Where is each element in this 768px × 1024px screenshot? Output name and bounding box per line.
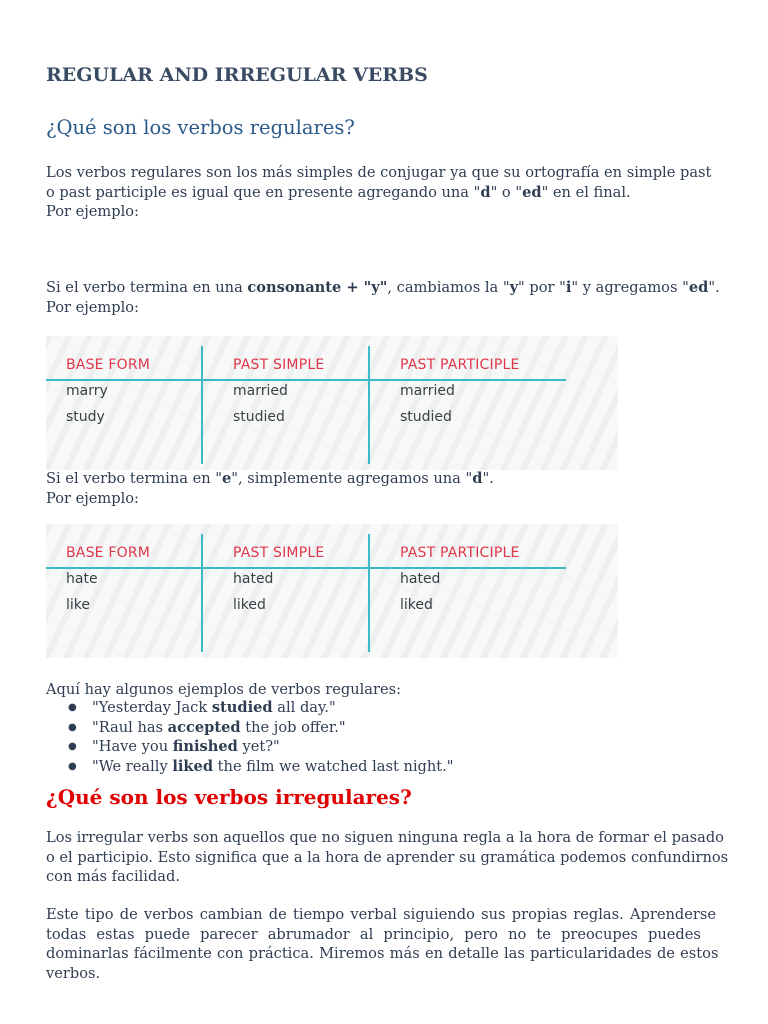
irregular-paragraph-2 (46, 905, 719, 983)
examples-intro: Aquí hay algunos ejemplos de verbos regulares: (46, 681, 402, 698)
table-cell: hated (400, 571, 441, 587)
table-cell: liked (400, 597, 433, 613)
table-divider (201, 534, 203, 652)
verb-table-e-ending (46, 524, 618, 658)
list-item: ● "Yesterday Jack studied all day." (68, 699, 336, 716)
rule-e-ending (46, 469, 714, 508)
table-header-base-form: BASE FORM (66, 545, 151, 561)
table-header-rule (46, 379, 566, 381)
table-header-past-participle: PAST PARTICIPLE (400, 545, 520, 561)
rule-y-line: Si el verbo termina en una consonante + "y", cambiamos la "y" por "i" y agregamos "ed". (46, 279, 720, 296)
intro-line-2: o past participle es igual que en presente agregando una "d" o "ed" en el final. (46, 183, 631, 201)
table-header-past-simple: PAST SIMPLE (233, 357, 325, 373)
rule-e-line: Si el verbo termina en "e", simplemente agregamos una "d". (46, 470, 494, 487)
table-cell: marry (66, 383, 108, 399)
irregular-p2-line: todas estas puede parecer abrumador al principio, pero no te preocupes puedes (46, 925, 701, 943)
table-divider (201, 346, 203, 464)
irregular-p1-line: con más facilidad. (46, 868, 180, 885)
irregular-p1-line: o el participio. Esto significa que a la hora de aprender su gramática podemos confundirnos (46, 848, 729, 866)
table-cell: married (400, 383, 455, 399)
document-title: REGULAR AND IRREGULAR VERBS (46, 64, 428, 86)
irregular-paragraph-1 (46, 828, 729, 887)
table-cell: study (66, 409, 105, 425)
table-cell: liked (233, 597, 266, 613)
por-ejemplo-2: Por ejemplo: (46, 298, 139, 316)
por-ejemplo-3: Por ejemplo: (46, 489, 139, 507)
irregular-p2-line: verbos. (46, 964, 101, 982)
bullet-icon: ● (68, 760, 77, 772)
irregular-p2-line: Este tipo de verbos cambian de tiempo verbal siguiendo sus propias reglas. Aprenderse (46, 906, 716, 923)
table-cell: hate (66, 571, 98, 587)
table-cell: like (66, 597, 91, 613)
table-cell: hated (233, 571, 274, 587)
list-item: ● "We really liked the film we watched last night." (68, 757, 454, 775)
regular-verbs-intro (46, 163, 714, 222)
list-item: ● "Raul has accepted the job offer." (68, 718, 346, 736)
verb-table-y-ending (46, 336, 618, 470)
list-item: ● "Have you finished yet?" (68, 738, 280, 755)
irregular-p1-line: Los irregular verbs son aquellos que no siguen ninguna regla a la hora de formar el pasado (46, 829, 724, 846)
irregular-verbs-heading: ¿Qué son los verbos irregulares? (46, 785, 412, 809)
irregular-p2-line: dominarlas fácilmente con práctica. Miremos más en detalle las particularidades de estos (46, 945, 719, 962)
table-header-rule (46, 567, 566, 569)
rule-consonant-y (46, 278, 720, 317)
table-header-past-participle: PAST PARTICIPLE (400, 357, 520, 373)
regular-verbs-heading: ¿Qué son los verbos regulares? (46, 116, 355, 139)
table-header-base-form: BASE FORM (66, 357, 151, 373)
table-cell: studied (233, 409, 285, 425)
table-cell: married (233, 383, 288, 399)
table-header-past-simple: PAST SIMPLE (233, 545, 325, 561)
table-divider (368, 534, 370, 652)
bullet-icon: ● (68, 741, 77, 752)
table-divider (368, 346, 370, 464)
table-cell: studied (400, 409, 452, 425)
bullet-icon: ● (68, 702, 77, 713)
intro-line-1: Los verbos regulares son los más simples de conjugar ya que su ortografía en simple past (46, 164, 712, 181)
bullet-icon: ● (68, 721, 77, 733)
examples-list (68, 698, 668, 776)
por-ejemplo-1: Por ejemplo: (46, 203, 139, 220)
